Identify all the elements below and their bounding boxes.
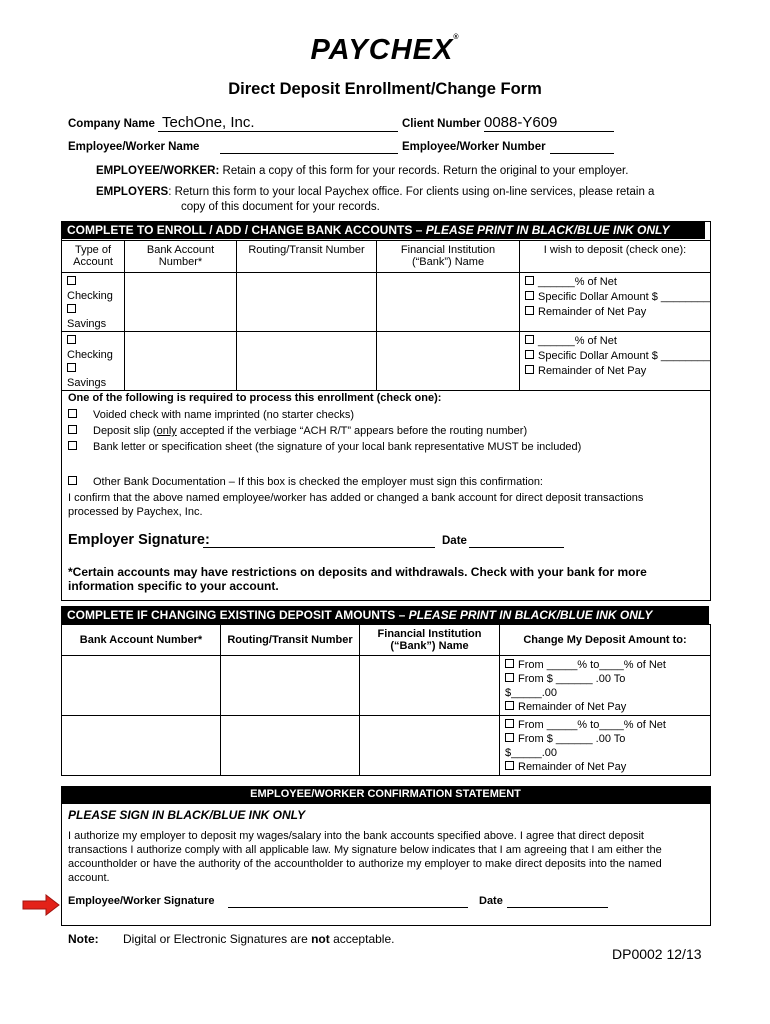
employee-name-label: Employee/Worker Name [68,141,200,153]
employee-number-label: Employee/Worker Number [402,141,546,153]
checkbox-icon[interactable] [525,276,534,285]
company-name-label: Company Name [68,118,155,130]
change-row-2 [62,716,711,776]
employee-date-field[interactable] [507,894,608,908]
checkbox-icon[interactable] [67,335,76,344]
employee-date-label: Date [479,895,503,907]
enroll-row-2 [62,332,711,391]
checkbox-icon[interactable] [67,363,76,372]
change-section-header: COMPLETE IF CHANGING EXISTING DEPOSIT AMOUNTS – PLEASE PRINT IN BLACK/BLUE INK ONLY [61,606,709,624]
authorization-text: I authorize my employer to deposit my wages/salary into the bank accounts specified above. I agree that direct deposit transactions I authorize comply with all applicable law. My signature below indicates that I am agreeing that I am either the accountholder or have the authority of the accountholder to authorize my employer to make direct deposits into the named account. [68,830,662,884]
checkbox-icon[interactable] [505,761,514,770]
client-number-value: 0088-Y609 [484,114,558,131]
type-header: Type of Account [62,241,125,273]
checkbox-icon[interactable] [68,476,77,485]
change-bank-header: Bank Account Number* [62,625,221,656]
change-table [61,624,711,776]
type-cell: Checking Savings [62,332,125,391]
req-item-3: Bank letter or specification sheet (the signature of your local bank representative MUST be included) [68,439,581,455]
required-list [68,407,581,455]
fin-inst-cell[interactable] [377,332,520,391]
required-heading: One of the following is required to process this enrollment (check one): [68,392,442,404]
deposit-header: I wish to deposit (check one): [520,241,711,273]
company-name-field[interactable] [158,114,398,132]
checkbox-icon[interactable] [67,304,76,313]
routing-cell[interactable] [221,716,360,776]
checkbox-icon[interactable] [505,733,514,742]
red-arrow-icon [22,894,60,916]
checkbox-icon[interactable] [68,441,77,450]
form-id: DP0002 12/13 [612,946,702,962]
routing-cell[interactable] [237,273,377,332]
note-label: Note: [68,932,99,946]
change-table-header [62,625,711,656]
checkbox-icon[interactable] [505,673,514,682]
employer-date-field[interactable] [469,534,564,548]
confirmation-header: EMPLOYEE/WORKER CONFIRMATION STATEMENT [61,786,710,804]
fin-inst-cell[interactable] [360,716,500,776]
fin-inst-header: Financial Institution (“Bank”) Name [377,241,520,273]
deposit-cell: ______% of Net Specific Dollar Amount $ ________ Remainder of Net Pay [520,332,711,391]
other-doc-item: Other Bank Documentation – If this box is checked the employer must sign this confirmation: [68,475,543,489]
bank-account-header: Bank Account Number* [125,241,237,273]
cert-note-2: information specific to your account. [68,579,279,593]
employers-instruction-cont: copy of this document for your records. [181,201,380,213]
enroll-row-1 [62,273,711,332]
page-title: Direct Deposit Enrollment/Change Form [228,80,542,98]
req-item-1: Voided check with name imprinted (no starter checks) [68,407,581,423]
type-cell: Checking Savings [62,273,125,332]
change-amount-cell: From _____% to____% of Net From $ ______ .00 To $_____.00 Remainder of Net Pay [500,656,711,716]
routing-cell[interactable] [221,656,360,716]
employee-signature-label: Employee/Worker Signature [68,895,215,907]
checkbox-icon[interactable] [68,409,77,418]
enroll-section-header: COMPLETE TO ENROLL / ADD / CHANGE BANK ACCOUNTS – PLEASE PRINT IN BLACK/BLUE INK ONLY [61,221,705,239]
checkbox-icon[interactable] [68,425,77,434]
employers-instruction: EMPLOYERS: Return this form to your local Paychex office. For clients using on-line services, please retain a [96,186,655,198]
req-item-2: Deposit slip (only accepted if the verbiage “ACH R/T” appears before the routing number) [68,423,581,439]
change-routing-header: Routing/Transit Number [221,625,360,656]
bank-account-cell[interactable] [125,273,237,332]
enroll-table [61,240,711,391]
cert-note-1: *Certain accounts may have restrictions on deposits and withdrawals. Check with your bank for more [68,565,647,579]
employer-date-label: Date [442,535,467,547]
paychex-logo: PAYCHEX® [310,34,460,66]
checkbox-icon[interactable] [525,365,534,374]
change-amount-cell: From _____% to____% of Net From $ ______ .00 To $_____.00 Remainder of Net Pay [500,716,711,776]
checkbox-icon[interactable] [67,276,76,285]
deposit-cell: ______% of Net Specific Dollar Amount $ ________ Remainder of Net Pay [520,273,711,332]
sign-instruction: PLEASE SIGN IN BLACK/BLUE INK ONLY [68,808,306,822]
change-fin-header: Financial Institution (“Bank”) Name [360,625,500,656]
client-number-field[interactable] [484,114,614,132]
change-amount-header: Change My Deposit Amount to: [500,625,711,656]
checkbox-icon[interactable] [525,306,534,315]
bank-account-cell[interactable] [62,716,221,776]
checkbox-icon[interactable] [525,350,534,359]
employee-signature-field[interactable] [228,894,468,908]
employer-signature-label: Employer Signature: [68,532,210,548]
company-name-value: TechOne, Inc. [162,114,255,131]
change-row-1 [62,656,711,716]
fin-inst-cell[interactable] [360,656,500,716]
employee-instruction: EMPLOYEE/WORKER: Retain a copy of this form for your records. Return the original to your employer. [96,165,629,177]
routing-cell[interactable] [237,332,377,391]
fin-inst-cell[interactable] [377,273,520,332]
checkbox-icon[interactable] [505,701,514,710]
bank-account-cell[interactable] [125,332,237,391]
note-text: Digital or Electronic Signatures are not acceptable. [123,932,395,946]
bank-account-cell[interactable] [62,656,221,716]
checkbox-icon[interactable] [505,659,514,668]
confirm-text-2: processed by Paychex, Inc. [68,506,203,518]
routing-header: Routing/Transit Number [237,241,377,273]
enroll-table-header [62,241,711,273]
checkbox-icon[interactable] [505,719,514,728]
checkbox-icon[interactable] [525,291,534,300]
checkbox-icon[interactable] [525,335,534,344]
employee-name-field[interactable] [220,140,398,154]
employee-number-field[interactable] [550,140,614,154]
client-number-label: Client Number [402,118,481,130]
employer-signature-field[interactable] [203,532,435,548]
confirm-text-1: I confirm that the above named employee/worker has added or changed a bank account for direct deposit transactions [68,492,644,504]
